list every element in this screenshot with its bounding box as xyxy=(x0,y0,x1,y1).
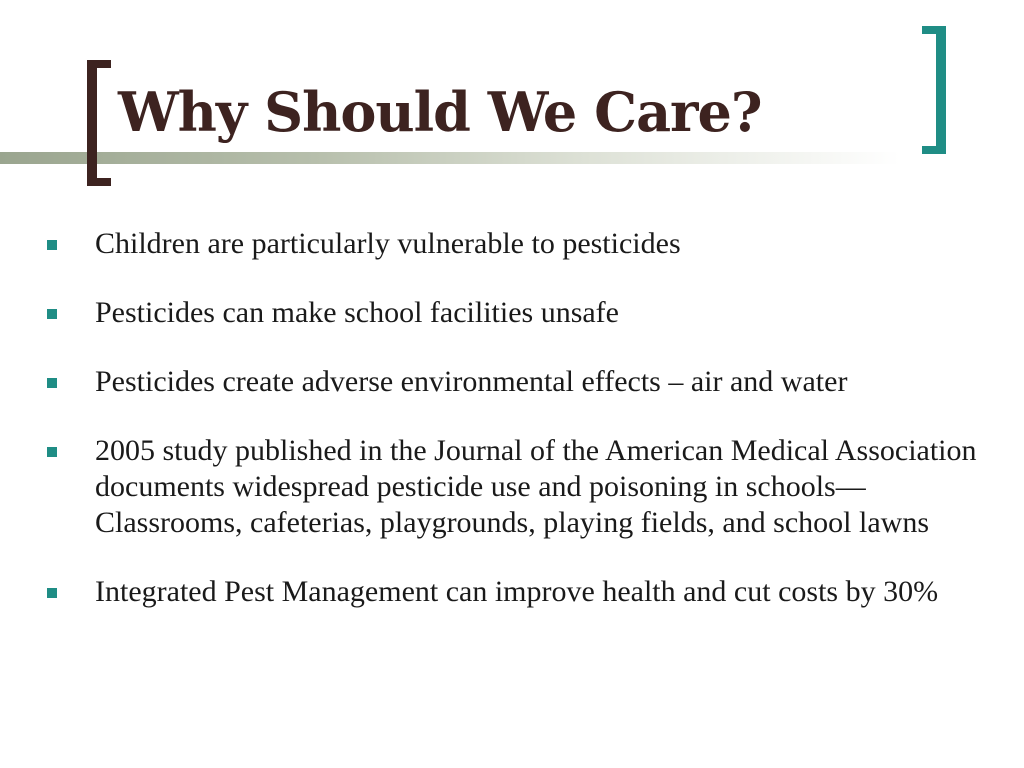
bullet-item xyxy=(44,295,1009,331)
square-bullet-icon xyxy=(47,309,57,319)
slide-title: Why Should We Care? xyxy=(118,80,762,144)
bullet-text: Integrated Pest Management can improve health and cut costs by 30% xyxy=(95,575,939,608)
square-bullet-icon xyxy=(47,240,57,250)
bullet-text: Pesticides can make school facilities unsafe xyxy=(95,296,619,329)
square-bullet-icon xyxy=(47,588,57,598)
title-underline-band xyxy=(0,152,900,164)
bullet-item xyxy=(44,364,1009,400)
left-bracket-icon xyxy=(87,60,111,186)
bullet-list xyxy=(44,226,1009,643)
square-bullet-icon xyxy=(47,447,57,457)
bullet-item xyxy=(44,433,1009,541)
bullet-item xyxy=(44,574,1009,610)
bullet-text: 2005 study published in the Journal of the American Medical Association documents widespread pesticide use and poisoning in schools—Classrooms, cafeterias, playgrounds, playing fields, and school lawns xyxy=(95,434,977,539)
right-bracket-icon xyxy=(922,26,946,154)
square-bullet-icon xyxy=(47,378,57,388)
bullet-item xyxy=(44,226,1009,262)
bullet-text: Pesticides create adverse environmental effects – air and water xyxy=(95,365,848,398)
bullet-text: Children are particularly vulnerable to pesticides xyxy=(95,227,681,260)
